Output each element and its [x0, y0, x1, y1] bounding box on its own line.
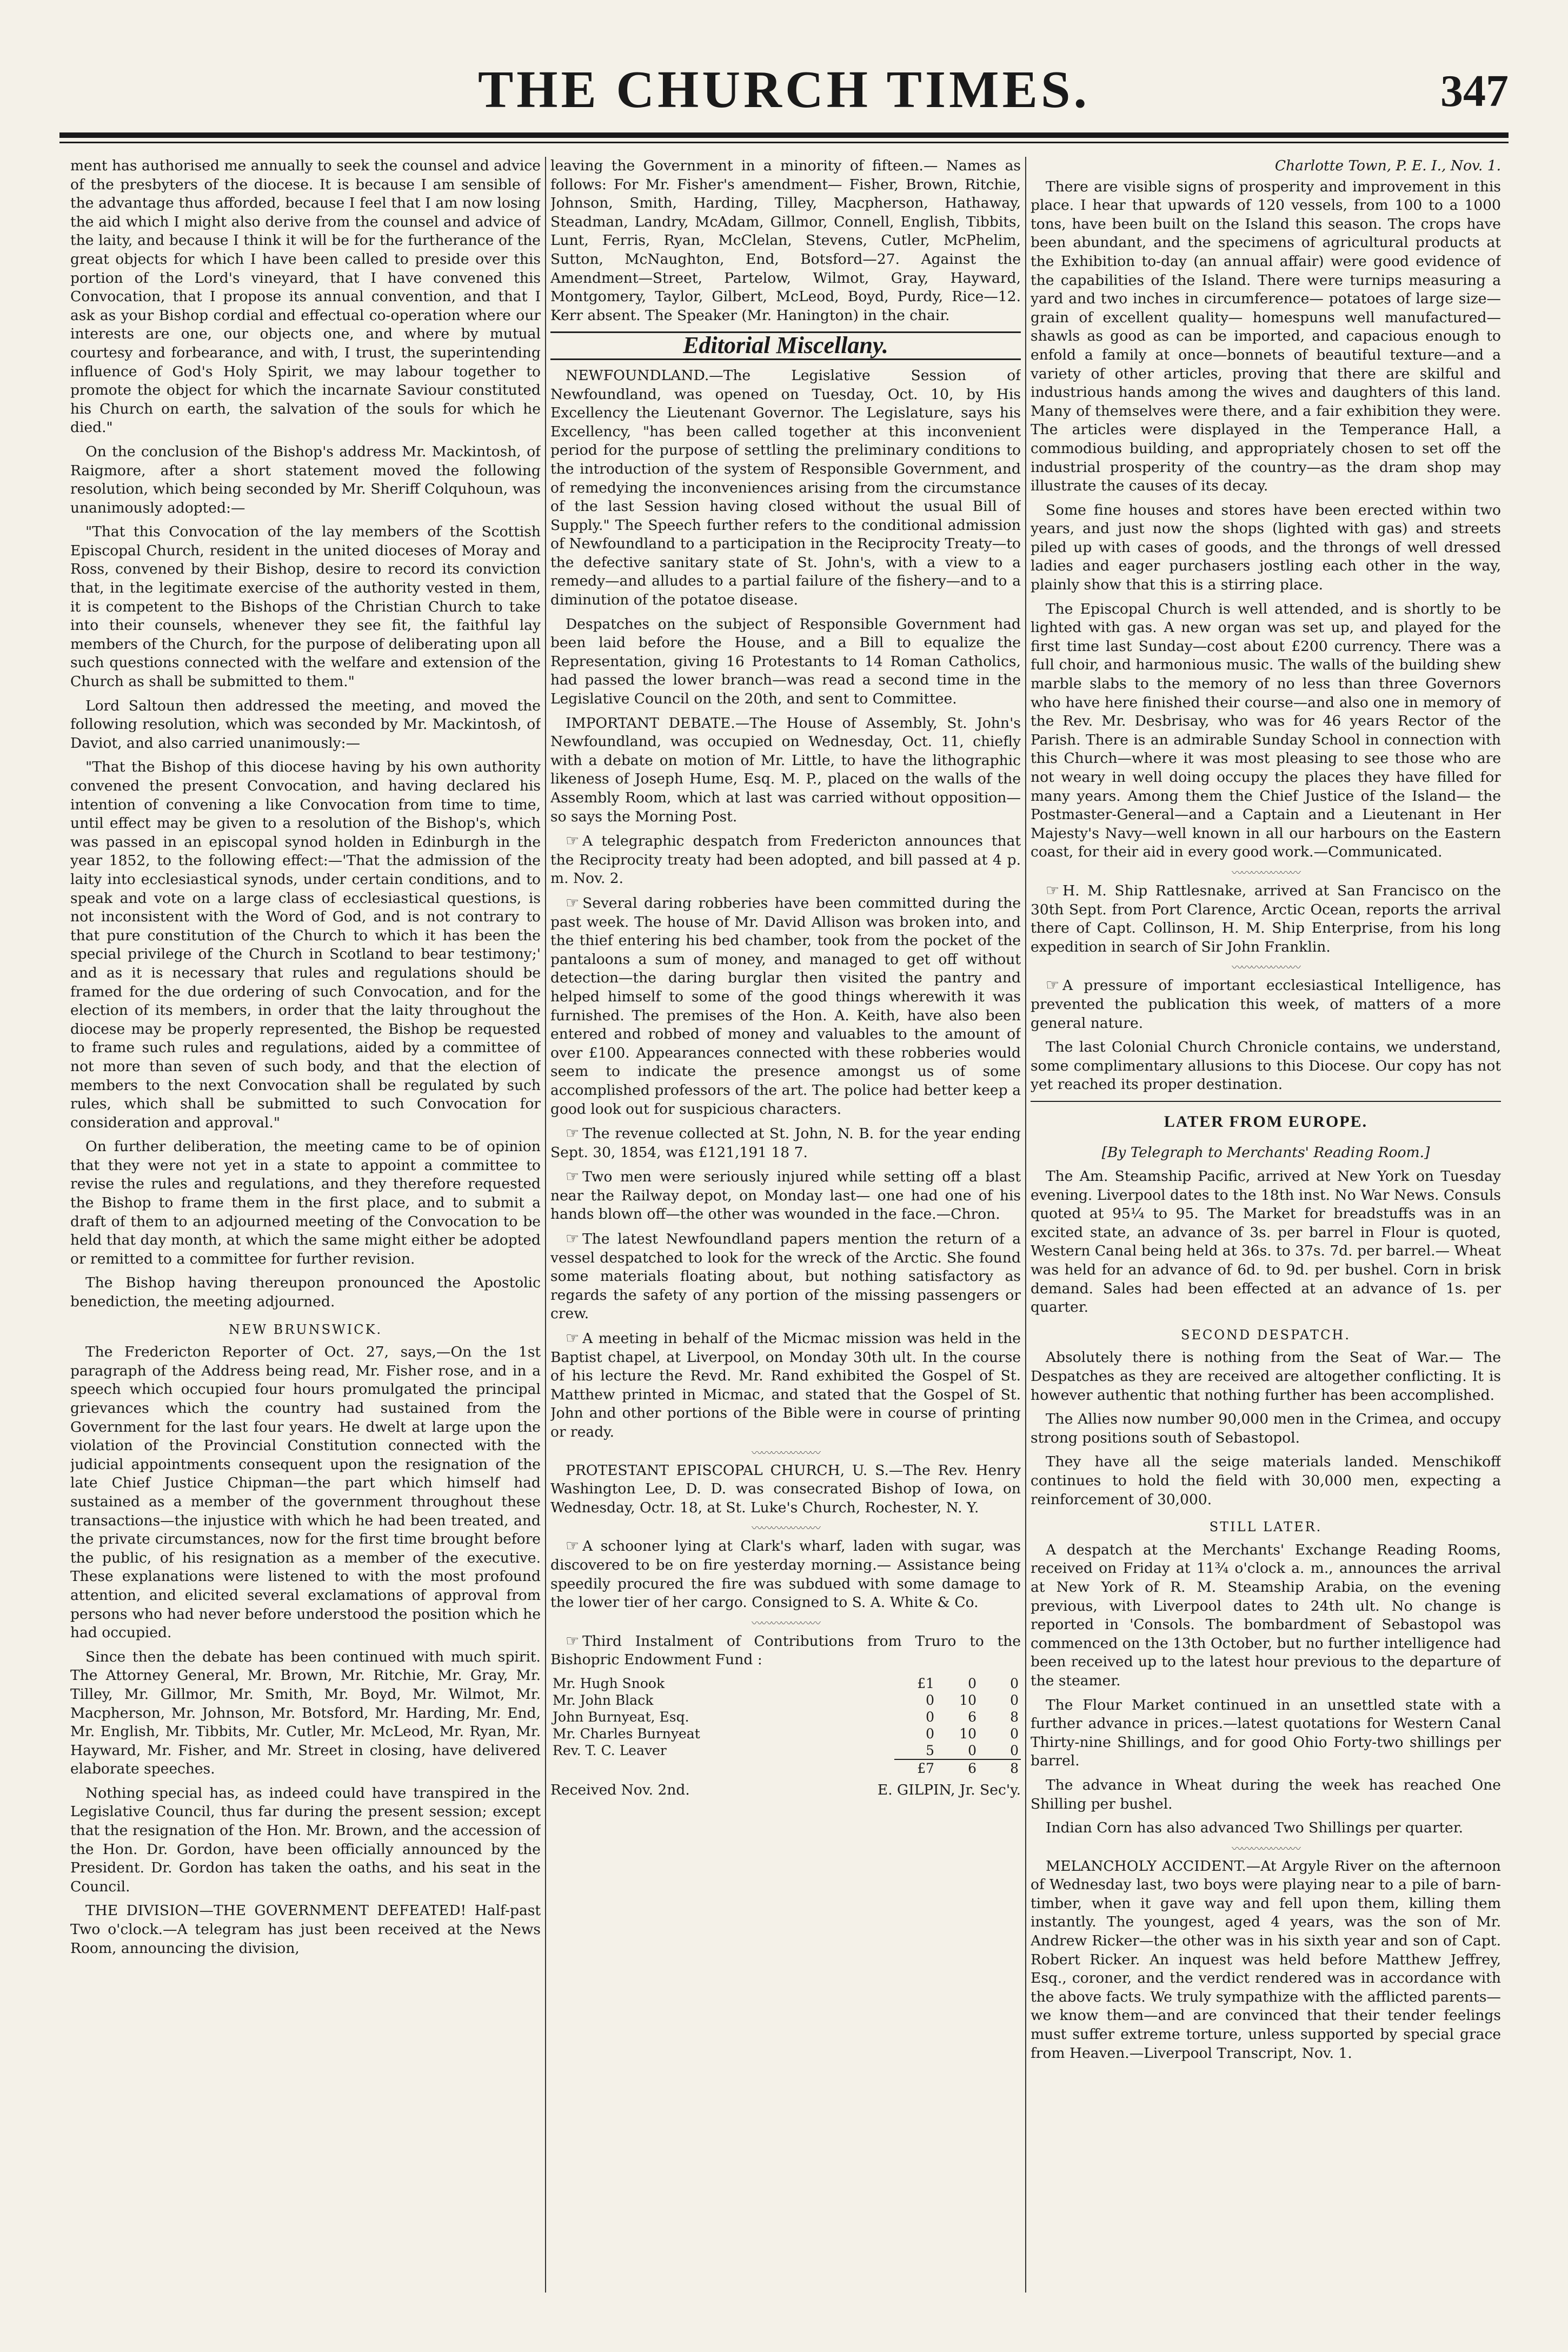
pointing-hand-icon: ☞	[566, 1230, 580, 1248]
editorial-heading: Editorial Miscellany.	[683, 332, 888, 359]
received-date: Received Nov. 2nd.	[550, 1781, 690, 1798]
article-paragraph: The advance in Wheat during the week has reached One Shilling per bushel.	[1031, 1776, 1501, 1812]
article-paragraph: Nothing special has, as indeed could have transpired in the Legislative Council, thus far during the present session; except that the resignation of the Hon. Mr. Brown, and the accession of the Hon. Dr. Gordon, have been officially announced by the President. Dr. Gordon has taken the oaths, and his seat in the Council.	[70, 1784, 541, 1895]
contribution-row	[550, 1742, 1021, 1759]
contribution-row	[550, 1692, 1021, 1709]
news-item	[550, 894, 1021, 1119]
news-item-text: A pressure of important ecclesiastical Intelligence, has prevented the publication this week, of matters of a more general nature.	[1031, 977, 1501, 1032]
article-paragraph: The Fredericton Reporter of Oct. 27, says,—On the 1st paragraph of the Address being read, Mr. Fisher rose, and in a speech which occupied four hours promulgated the principal grievances which the country had sustained from the Government for the last four years. He dwelt at large upon the violation of the Provincial Constitution connected with the judicial appointments consequent upon the resignation of the late Chief Justice Chipman—the part which himself had sustained as a member of the government throughout these transactions—the injustice with which he had been treated, and the private circumstances, now for the first time brought before the public, of his resignation as a member of the executive. These explanations were listened to with the most profound attention, and elicited several exclamations of approval from persons who had never before understood the position which he had occupied.	[70, 1344, 541, 1642]
amount-pounds: 0	[926, 1709, 934, 1725]
total-pounds: £7	[894, 1759, 936, 1777]
article-paragraph: The Am. Steamship Pacific, arrived at New York on Tuesday evening. Liverpool dates to the 18th inst. No War News. Consuls quoted at 95¼ to 95. The Market for breadstuffs was in an excited state, an advance of 3s. per barrel in Flour is quoted, Western Canal being held at 36s. to 37s. 7d. per barrel.— Wheat was held for an advance of 6d. to 9d. per bushel. Corn in brisk demand. Sales had been effected at an advance of 1s. per quarter.	[1031, 1168, 1501, 1316]
news-item-text: A schooner lying at Clark's wharf, laden with sugar, was discovered to be on fire yesterday morning.— Assistance being speedily procured the fire was subdued with some damage to the lower tier of her cargo. Consigned to S. A. White & Co.	[550, 1538, 1021, 1611]
news-item	[550, 1230, 1021, 1324]
column-3	[1031, 157, 1501, 2309]
article-paragraph: NEWFOUNDLAND.—The Legislative Session of Newfoundland, was opened on Tuesday, Oct. 10, by His Excellency the Lieutenant Governor. The Legislature, says his Excellency, "has been called together at this inconvenient period for the purpose of settling the preliminary conditions to the introduction of the system of Responsible Government, and of remedying the inconveniences arising from the circumstance of the last Session having closed without the usual Bill of Supply." The Speech further refers to the conditional admission of Newfoundland to a participation in the Reciprocity Treaty—to the defective sanitary state of St. John's, with a view to a remedy—and alludes to a partial failure of the fishery—and to a diminution of the potatoe disease.	[550, 367, 1021, 609]
pointing-hand-icon: ☞	[566, 1329, 580, 1347]
news-item-text: H. M. Ship Rattlesnake, arrived at San Francisco on the 30th Sept. from Port Clarence, Arctic Ocean, reports the arrival there of Capt. Collinson, H. M. Ship Enterprise, from his long expedition in search of Sir John Franklin.	[1031, 882, 1501, 955]
article-paragraph: Absolutely there is nothing from the Seat of War.— The Despatches as they are received are altogether conflicting. It is however authentic that nothing further has been accomplished.	[1031, 1349, 1501, 1404]
article-paragraph: The Allies now number 90,000 men in the Crimea, and occupy strong positions south of Sebastopol.	[1031, 1411, 1501, 1446]
amount-shillings: 0	[968, 1675, 976, 1691]
article-paragraph: The Flour Market continued in an unsettled state with a further advance in prices.—latest quotations for Western Canal Thirty-nine Shillings, and for good Ohio Forty-two shillings per barrel.	[1031, 1696, 1501, 1770]
divider: 〰〰〰〰〰〰〰	[1232, 961, 1300, 974]
contributor-name: Mr. Hugh Snook	[553, 1675, 665, 1691]
pointing-hand-icon: ☞	[566, 893, 580, 912]
article-paragraph: "That the Bishop of this diocese having by his own authority convened the present Convocation, and having declared his intention of convening a like Convocation from time to time, until effect may be given to a resolution of the Bishop's, which was passed in an episcopal synod holden in Edinburgh in the year 1852, to the following effect:—'That the admission of the laity into ecclesiastical synods, under certain conditions, and to speak and vote on a large class of ecclesiastical questions, is not inconsistent with the Word of God, and is not contrary to that pure constitution of the Church to which it has been the special privilege of the Church in Scotland to bear testimony;' and as it is necessary that rules and regulations should be framed for the due ordering of such Convocation, and for the election of its members, in order that the laity throughout the diocese may be properly represented, the Bishop be requested to frame such rules and regulations, aided by a committee of not more than seven of such body, and that the election of members to the next Convocation shall be regulated by such rules, which shall be submitted to such Convocation for consideration and approval."	[70, 759, 541, 1131]
amount-pence: 8	[1010, 1709, 1019, 1725]
column-rule-1	[545, 157, 546, 2293]
news-item	[550, 832, 1021, 888]
pointing-hand-icon: ☞	[1046, 976, 1060, 994]
section-heading-new-brunswick: NEW BRUNSWICK.	[228, 1321, 383, 1337]
column-1	[70, 157, 541, 2309]
news-item	[550, 1167, 1021, 1224]
article-paragraph: Some fine houses and stores have been erected within two years, and just now the shops (lighted with gas) and streets piled up with cases of goods, and the throngs of well dressed ladies and eager purchasers jostling each other in the way, plainly show that this is a stirring place.	[1031, 501, 1501, 594]
amount-shillings: 10	[959, 1725, 976, 1742]
article-paragraph: "That this Convocation of the lay members of the Scottish Episcopal Church, resident in the united dioceses of Moray and Ross, convened by their Bishop, desire to record its conviction that, in the legitimate exercise of the authority vested in them, it is competent to the Bishops of the Christian Church to take into their counsels, whenever they see fit, the faithful lay members of the Church, for the purpose of deliberating upon all such questions connected with the welfare and extension of the Church as shall be submitted to them."	[70, 523, 541, 690]
contributions-heading-text: Third Instalment of Contributions from Truro to the Bishopric Endowment Fund :	[550, 1632, 1021, 1669]
article-paragraph: The Bishop having thereupon pronounced the Apostolic benediction, the meeting adjourned.	[70, 1274, 541, 1311]
amount-shillings: 0	[968, 1742, 976, 1758]
contributor-name: John Burnyeat, Esq.	[553, 1709, 689, 1725]
article-paragraph: leaving the Government in a minority of fifteen.— Names as follows: For Mr. Fisher's amendment— Fisher, Brown, Ritchie, Johnson, Smith, Harding, Tilley, Macpherson, Hathaway, Steadman, Landry, McAdam, Gillmor, Connell, English, Tibbits, Lunt, Ferris, Ryan, McClelan, Stevens, Cutler, McPhelim, Sutton, McNaughton, End, Botsford—27. Against the Amendment—Street, Partelow, Wilmot, Gray, Hayward, Montgomery, Taylor, Gilbert, McLeod, Boyd, Purdy, Rice—12. Kerr absent. The Speaker (Mr. Hanington) in the chair.	[550, 157, 1021, 324]
pointing-hand-icon: ☞	[566, 1537, 580, 1555]
pointing-hand-icon: ☞	[1046, 881, 1060, 899]
news-item	[550, 1537, 1021, 1612]
amount-pounds: 0	[926, 1692, 934, 1708]
still-later-heading: STILL LATER.	[1209, 1519, 1323, 1535]
europe-heading: LATER FROM EUROPE.	[1164, 1112, 1368, 1131]
divider: 〰〰〰〰〰〰〰	[752, 1446, 820, 1459]
amount-shillings: 10	[959, 1692, 976, 1708]
contributions-footer	[550, 1781, 1021, 1800]
article-paragraph: The Episcopal Church is well attended, and is shortly to be lighted with gas. A new organ was set up, and played for the first time last Sunday—cost about £200 currency. There was a full choir, and harmonious music. The walls of the building shew marble slabs to the memory of no less than three Governors who have here finished their course—and also one in memory of the Rev. Mr. Desbrisay, who was for 46 years Rector of the Parish. There is an admirable Sunday School in connection with this Church—where it was most pleasing to see those who are not weary in well doing occupy the places they have filled for many years. Among them the Chief Justice of the Island— the Postmaster-General—and a Captain and a Lieutenant in Her Majesty's Navy—well known in all our harbours on the Eastern coast, for their aid in every good work.—Communicated.	[1031, 600, 1501, 861]
masthead-rule-thin	[59, 142, 1509, 143]
secretary-signature: E. GILPIN, Jr. Sec'y.	[877, 1781, 1021, 1798]
article-paragraph: IMPORTANT DEBATE.—The House of Assembly, St. John's Newfoundland, was occupied on Wednesday, Oct. 11, chiefly with a debate on motion of Mr. Little, to have the lithographic likeness of Joseph Hume, Esq. M. P., placed on the walls of the Assembly Room, which at last was carried without opposition—so says the Morning Post.	[550, 714, 1021, 825]
article-paragraph: Despatches on the subject of Responsible Government had been laid before the House, and a Bill to equalize the Representation, giving 16 Protestants to 14 Roman Catholics, had passed the lower branch—was read a second time in the Legislative Council on the 20th, and sent to Committee.	[550, 615, 1021, 708]
editorial-heading-box	[550, 331, 1021, 360]
news-item-text: A telegraphic despatch from Fredericton announces that the Reciprocity treaty had been adopted, and bill passed at 4 p. m. Nov. 2.	[550, 833, 1021, 887]
amount-pence: 0	[1010, 1675, 1019, 1691]
amount-pounds: 0	[926, 1725, 934, 1742]
article-paragraph: On the conclusion of the Bishop's address Mr. Mackintosh, of Raigmore, after a short statement moved the following resolution, which being seconded by Mr. Sheriff Colquhoun, was unanimously adopted:—	[70, 443, 541, 516]
pointing-hand-icon: ☞	[566, 1167, 580, 1186]
article-paragraph: THE DIVISION—THE GOVERNMENT DEFEATED! Half-past Two o'clock.—A telegram has just been received at the News Room, announcing the division,	[70, 1902, 541, 1957]
amount-pence: 0	[1010, 1692, 1019, 1708]
pointing-hand-icon: ☞	[566, 1124, 580, 1142]
contribution-row	[550, 1675, 1021, 1692]
article-paragraph: Since then the debate has been continued with much spirit. The Attorney General, Mr. Brown, Mr. Ritchie, Mr. Gray, Mr. Tilley, Mr. Gillmor, Mr. Smith, Mr. Boyd, Mr. Wilmot, Mr. Macpherson, Mr. Johnson, Mr. Botsford, Mr. Harding, Mr. End, Mr. English, Mr. Tibbits, Mr. Cutler, Mr. McLeod, Mr. Ryan, Mr. Hayward, Mr. Fisher, and Mr. Street in closing, have delivered elaborate speeches.	[70, 1648, 541, 1778]
contributions-heading	[550, 1632, 1021, 1670]
article-paragraph: There are visible signs of prosperity and improvement in this place. I hear that upwards of 120 vessels, from 100 to a 1000 tons, have been built on the Island this season. The crops have been abundant, and the specimens of agricultural products at the Exhibition to-day (an annual affair) were good evidence of the capabilities of the Island. There were turnips measuring a yard and two inches in circumference— potatoes of large size—grain of excellent quality— homespuns well manufactured—shawls as good as can be imported, and capacious enough to enfold a family at once—bonnets of beautiful texture—and a variety of other articles, proving that there are skilful and industrious hands among the wives and daughters of this land. Many of themselves were there, and a fair exhibition they were. The articles were displayed in the Temperance Hall, a commodious building, and appropriately chosen to set off the industrial prosperity of the country—as the dram shop may illustrate the causes of its decay.	[1031, 178, 1501, 495]
dateline: Charlotte Town, P. E. I., Nov. 1.	[1274, 157, 1501, 174]
divider: 〰〰〰〰〰〰〰	[752, 1616, 820, 1630]
europe-subheading: [By Telegraph to Merchants' Reading Room.]	[1101, 1144, 1430, 1161]
news-item	[1031, 976, 1501, 1033]
article-paragraph: Indian Corn has also advanced Two Shillings per quarter.	[1046, 1819, 1464, 1837]
article-paragraph: The last Colonial Church Chronicle contains, we understand, some complimentary allusions to this Diocese. Our copy has not yet reached its proper destination.	[1031, 1039, 1501, 1093]
news-item	[550, 1124, 1021, 1162]
article-paragraph: ment has authorised me annually to seek the counsel and advice of the presbyters of the diocese. It is because I am sensible of the advantage thus afforded, because I feel that I am now losing the aid which I might also derive from the counsel and advice of the laity, and because I think it will be for the furtherance of the great objects for which I have been called to preside over this portion of the Lord's vineyard, that I have convened this Convocation, that I propose its annual convention, and that I ask as your Bishop cordial and effectual co-operation where our interests are one, our objects one, and where by mutual courtesy and forbearance, and with, I trust, the superintending influence of God's Holy Spirit, we may labour together to promote the object for which the incarnate Saviour constituted his Church on earth, the salvation of the souls for which he died."	[70, 157, 541, 436]
contribution-row	[550, 1709, 1021, 1725]
article-paragraph: Lord Saltoun then addressed the meeting, and moved the following resolution, which was seconded by Mr. Mackintosh, of Daviot, and also carried unanimously:—	[70, 697, 541, 752]
divider: 〰〰〰〰〰〰〰	[1232, 1842, 1300, 1855]
europe-heading-box	[1031, 1101, 1501, 1137]
news-item-text: The revenue collected at St. John, N. B. for the year ending Sept. 30, 1854, was £121,191 18 7.	[550, 1125, 1021, 1161]
news-item-text: A meeting in behalf of the Micmac mission was held in the Baptist chapel, at Liverpool, on Monday 30th ult. In the course of his lecture the Revd. Mr. Rand exhibited the Gospel of St. Matthew printed in Micmac, and stated that the Gospel of St. John and other portions of the Bible were in course of printing or ready.	[550, 1330, 1021, 1440]
news-item-text: Two men were seriously injured while setting off a blast near the Railway depot, on Monday last— one had one of his hands blown off—the other was wounded in the face.—Chron.	[550, 1168, 1021, 1223]
news-item-text: The latest Newfoundland papers mention the return of a vessel despatched to look for the wreck of the Arctic. She found some materials floating about, but nothing satisfactory as regards the safety of any portion of the missing passengers or crew.	[550, 1231, 1021, 1323]
masthead	[59, 54, 1509, 135]
amount-pence: 0	[1010, 1725, 1019, 1742]
news-item	[550, 1329, 1021, 1442]
column-2	[550, 157, 1021, 2309]
contributions-table	[550, 1675, 1021, 1777]
column-rule-2	[1025, 157, 1026, 2293]
second-despatch-heading: SECOND DESPATCH.	[1181, 1327, 1351, 1343]
masthead-rule-thick	[59, 132, 1509, 138]
article-paragraph: MELANCHOLY ACCIDENT.—At Argyle River on the afternoon of Wednesday last, two boys were playing near to a pile of barn-timber, when it gave way and fell upon them, killing them instantly. The youngest, aged 4 years, was the son of Mr. Andrew Ricker—the other was in his sixth year and son of Capt. Robert Ricker. An inquest was held before Matthew Jeffrey, Esq., coroner, and the verdict rendered was in accordance with the above facts. We truly sympathize with the afflicted parents—we know them—and are convinced that their tender feelings must suffer extreme torture, unless supported by special grace from Heaven.—Liverpool Transcript, Nov. 1.	[1031, 1857, 1501, 2062]
article-paragraph: They have all the seige materials landed. Menschikoff continues to hold the field with 30,000 men, expecting a reinforcement of 30,000.	[1031, 1453, 1501, 1508]
contributor-name: Rev. T. C. Leaver	[553, 1743, 667, 1759]
amount-shillings: 6	[968, 1709, 976, 1725]
article-paragraph: On further deliberation, the meeting came to be of opinion that they were not yet in a state to appoint a committee to revise the rules and regulations, and they therefore requested the Bishop to frame them in the first place, and to submit a draft of them to an adjourned meeting of the Convocation to be held that day month, at which the same might either be adopted or remitted to a committee for further revision.	[70, 1138, 541, 1267]
contributor-name: Mr. John Black	[553, 1692, 654, 1708]
amount-pounds: £1	[917, 1675, 934, 1691]
news-item-text: Several daring robberies have been committed during the past week. The house of Mr. David Allison was broken into, and the thief entering his bed chamber, took from the pocket of the pantaloons a sum of money, and managed to get off without detection—the daring burglar then visited the pantry and helped himself to some of the good things wherewith it was furnished. The premises of the Hon. A. Keith, have also been entered and robbed of money and valuables to the amount of over £100. Appearances connected with these robberies would seem to indicate the presence amongst us of some accomplished professors of the art. The police had better keep a good look out for suspicious characters.	[550, 894, 1021, 1118]
divider: 〰〰〰〰〰〰〰	[752, 1522, 820, 1535]
divider: 〰〰〰〰〰〰〰	[1232, 866, 1300, 879]
article-paragraph: PROTESTANT EPISCOPAL CHURCH, U. S.—The Rev. Henry Washington Lee, D. D. was consecrated Bishop of Iowa, on Wednesday, Octr. 18, at St. Luke's Church, Rochester, N. Y.	[550, 1461, 1021, 1516]
pointing-hand-icon: ☞	[566, 1631, 580, 1650]
amount-pounds: 5	[926, 1742, 934, 1758]
page-number: 347	[1440, 66, 1509, 116]
total-pence: 8	[979, 1759, 1021, 1777]
total-shillings: 6	[936, 1759, 979, 1777]
pointing-hand-icon: ☞	[566, 832, 580, 850]
news-item	[1031, 881, 1501, 956]
newspaper-title: THE CHURCH TIMES.	[477, 61, 1091, 119]
contribution-row	[550, 1725, 1021, 1742]
article-paragraph: A despatch at the Merchants' Exchange Reading Rooms, received on Friday at 11¾ o'clock a. m., announces the arrival at New York of R. M. Steamship Arabia, on the evening previous, with Liverpool dates to 24th ult. No change is reported in 'Consols. The bombardment of Sebastopol was commenced on the 13th October, but no further intelligence had been received up to the latest hour previous to the departure of the steamer.	[1031, 1541, 1501, 1689]
contributions-total-row	[550, 1759, 1021, 1777]
contributor-name: Mr. Charles Burnyeat	[553, 1725, 700, 1742]
amount-pence: 0	[1010, 1742, 1019, 1758]
